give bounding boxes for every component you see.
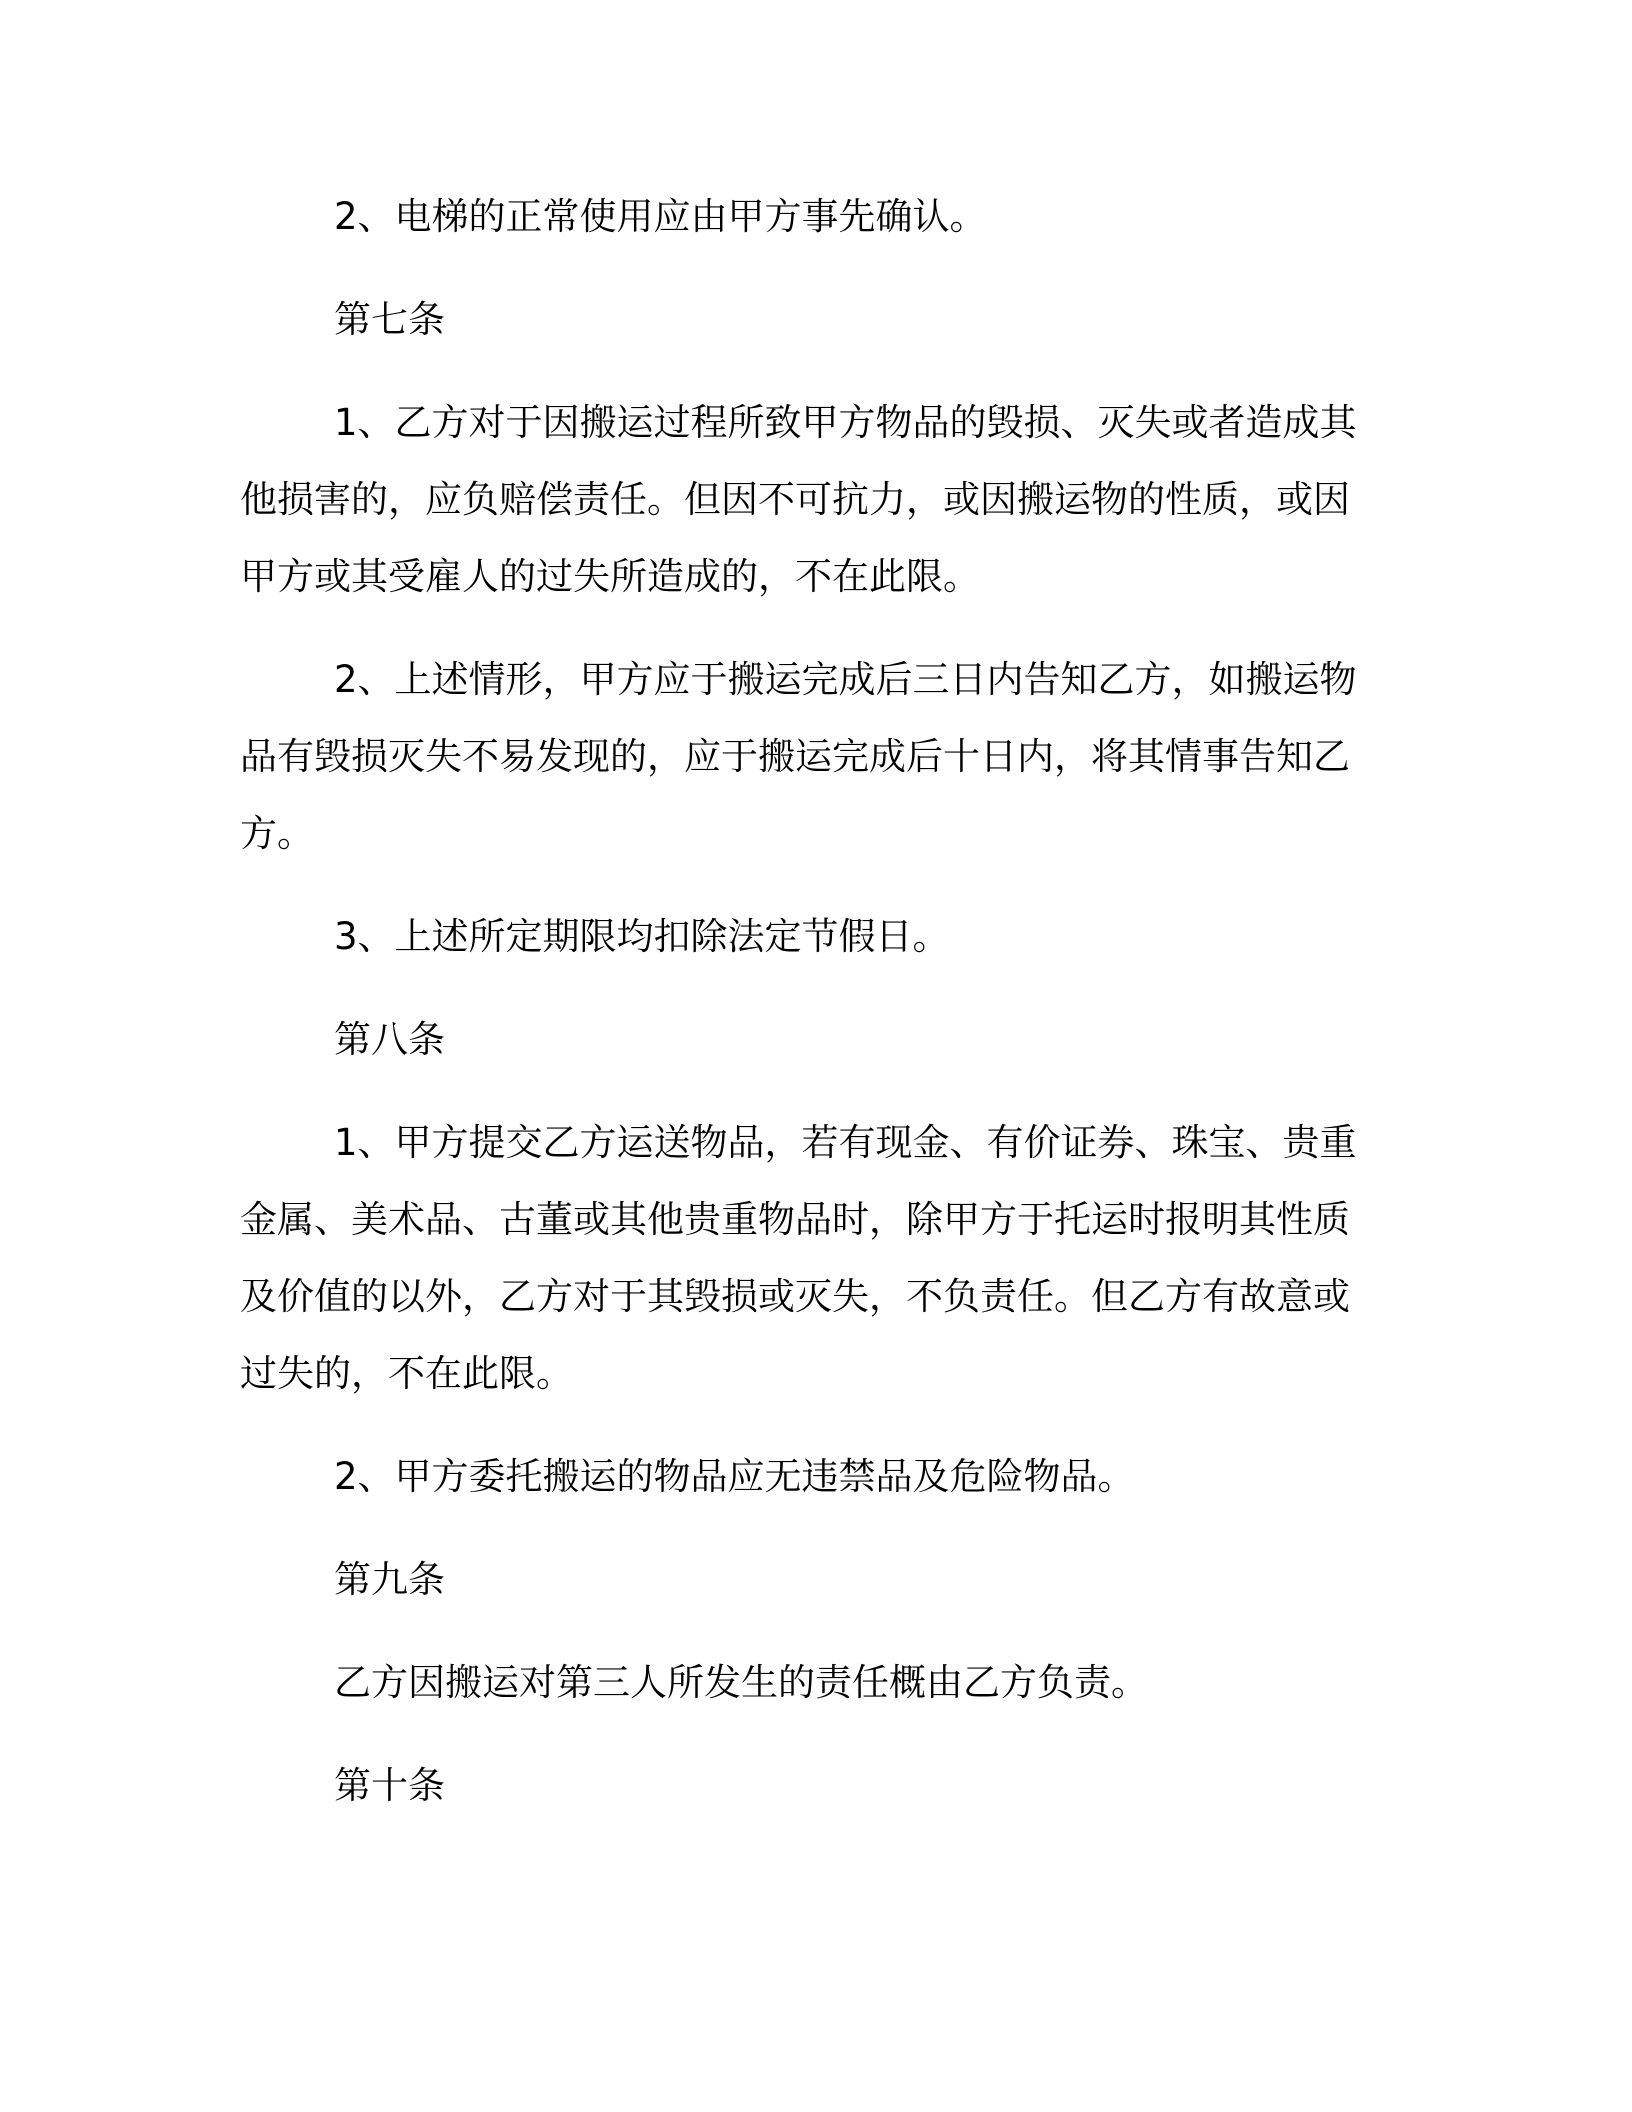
clause-8-item-1-line-1: 1、甲方提交乙方运送物品，若有现金、有价证券、珠宝、贵重: [334, 1121, 1357, 1164]
clause-7-item-2-line-1: 2、上述情形，甲方应于搬运完成后三日内告知乙方，如搬运物: [334, 658, 1357, 701]
clause-7-item-1-line-1: 1、乙方对于因搬运过程所致甲方物品的毁损、灭失或者造成其: [334, 401, 1357, 444]
clause-6-item-2: 2、电梯的正常使用应由甲方事先确认。: [334, 195, 987, 238]
clause-7-item-2-line-3: 方。: [240, 812, 314, 855]
clause-9-text: 乙方因搬运对第三人所发生的责任概由乙方负责。: [334, 1661, 1148, 1704]
clause-7-item-1-line-3: 甲方或其受雇人的过失所造成的，不在此限。: [240, 555, 980, 598]
clause-7-item-3: 3、上述所定期限均扣除法定节假日。: [334, 915, 950, 958]
clause-7-item-1-line-2: 他损害的，应负赔偿责任。但因不可抗力，或因搬运物的性质，或因: [240, 478, 1350, 521]
article-9-heading: 第九条: [334, 1558, 445, 1601]
clause-7-item-2-line-2: 品有毁损灭失不易发现的，应于搬运完成后十日内，将其情事告知乙: [240, 735, 1350, 778]
article-7-heading: 第七条: [334, 298, 445, 341]
clause-8-item-1-line-2: 金属、美术品、古董或其他贵重物品时，除甲方于托运时报明其性质: [240, 1198, 1350, 1241]
clause-8-item-2: 2、甲方委托搬运的物品应无违禁品及危险物品。: [334, 1455, 1135, 1498]
article-8-heading: 第八条: [334, 1018, 445, 1061]
clause-8-item-1-line-3: 及价值的以外，乙方对于其毁损或灭失，不负责任。但乙方有故意或: [240, 1275, 1350, 1318]
clause-8-item-1-line-4: 过失的，不在此限。: [240, 1352, 573, 1395]
article-10-heading: 第十条: [334, 1764, 445, 1807]
